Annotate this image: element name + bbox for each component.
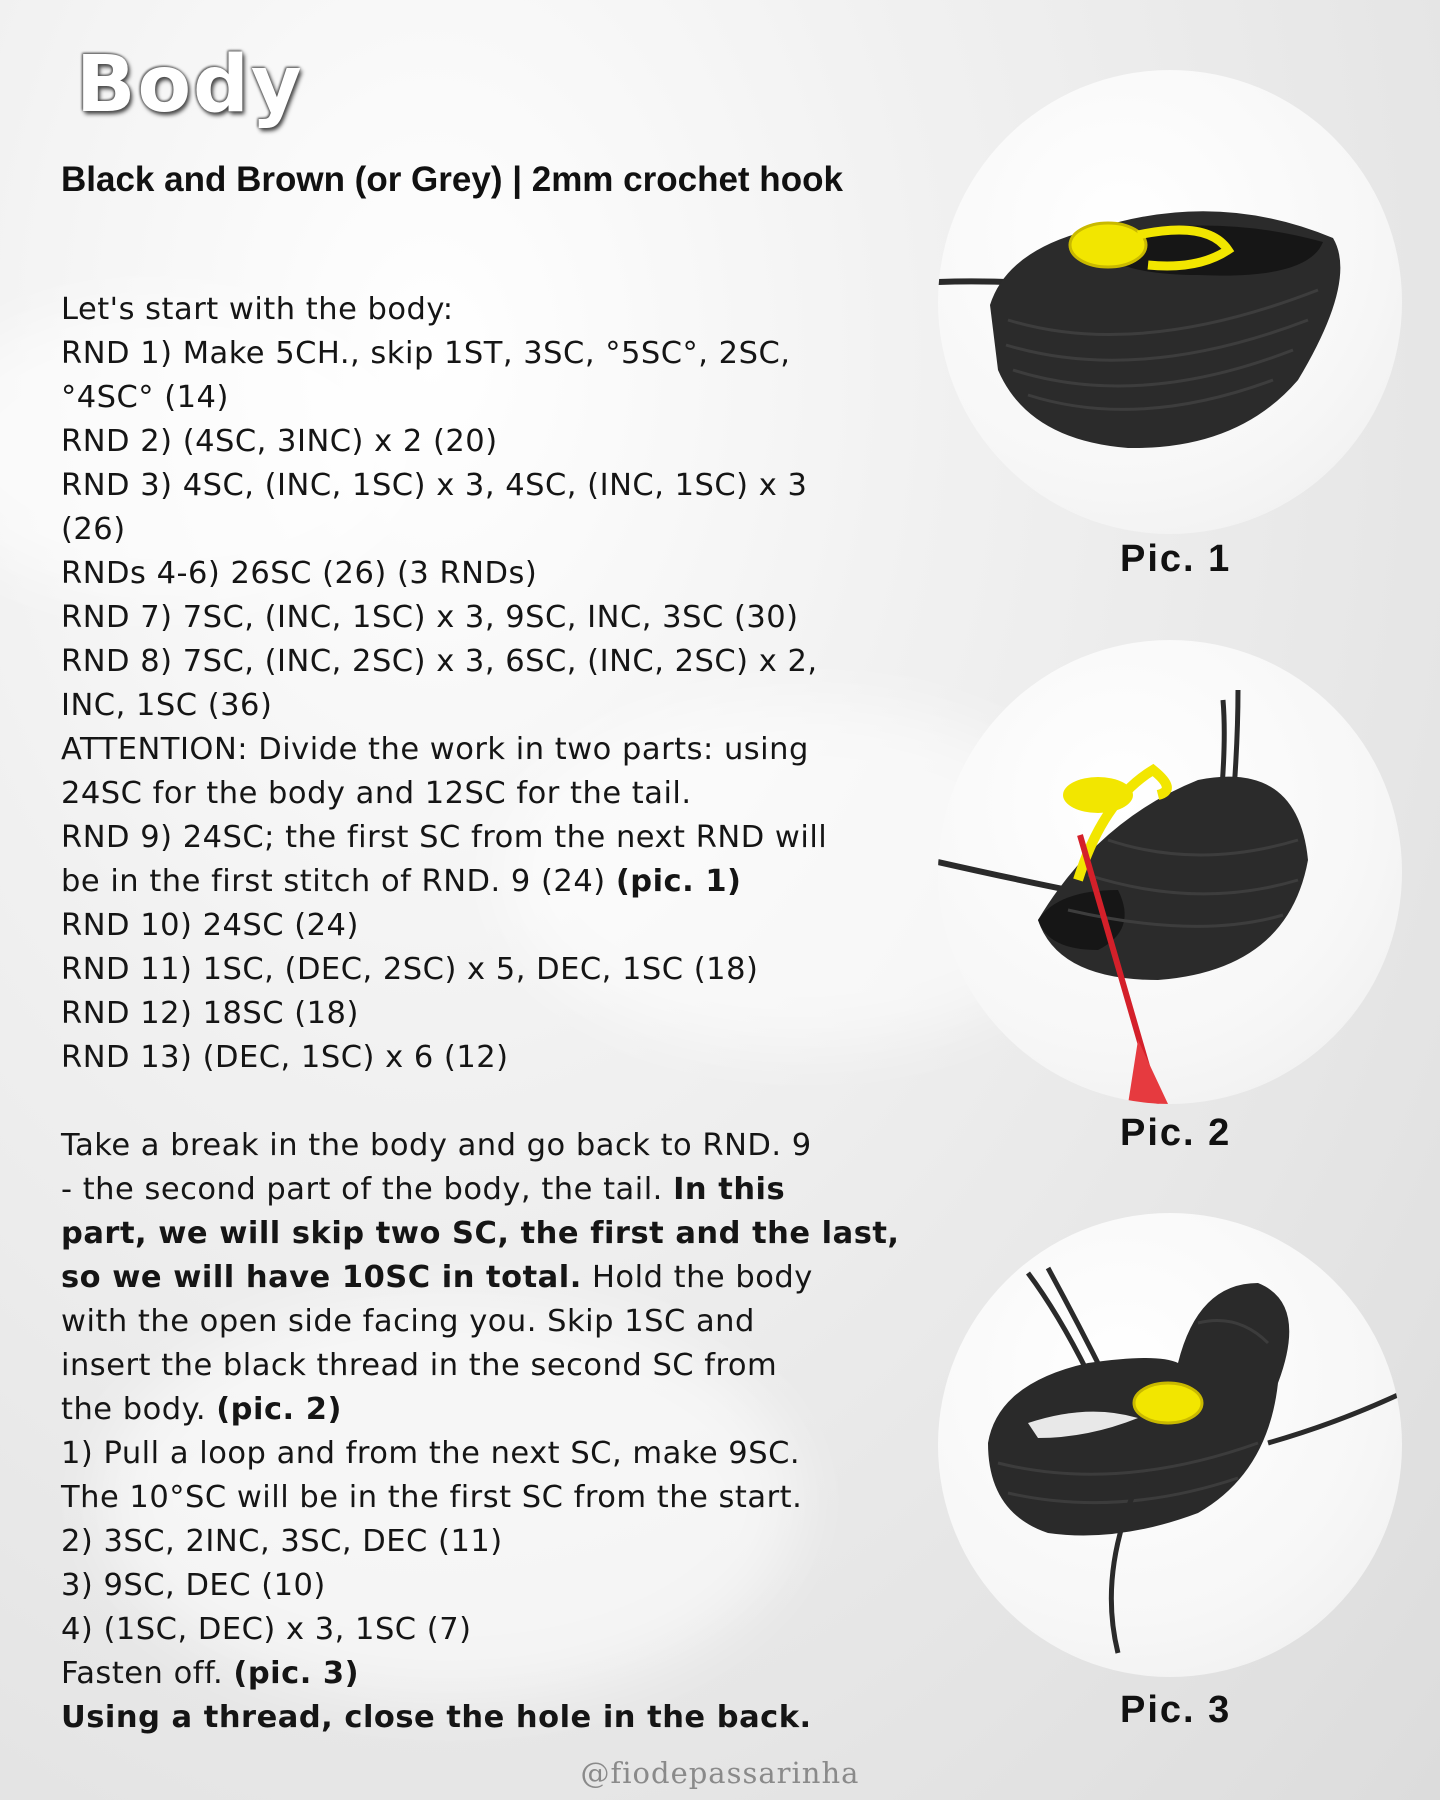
instruction-line: °4SC° (14) [61, 380, 229, 415]
tail-text: the body. [61, 1392, 207, 1427]
tail-line [61, 1388, 911, 1432]
pic-1-label: Pic. 1 [1120, 538, 1232, 580]
crochet-body-hook-image [938, 640, 1402, 1104]
tail-line [61, 1696, 911, 1740]
instruction-line: INC, 1SC (36) [61, 688, 273, 723]
pic-reference: (pic. 3) [233, 1656, 360, 1691]
crochet-body-tail-image [938, 1213, 1402, 1677]
tail-line: 3) 9SC, DEC (10) [61, 1568, 326, 1603]
instruction-line: RND 7) 7SC, (INC, 1SC) x 3, 9SC, INC, 3SC (30) [61, 600, 799, 635]
instructions-block [61, 288, 911, 1080]
instruction-text: be in the first stitch of RND. 9 (24) [61, 864, 606, 899]
tail-text: Fasten off. [61, 1656, 224, 1691]
tail-bold: so we will have 10SC in total. [61, 1260, 582, 1295]
page-title: Body [76, 40, 304, 130]
instruction-line: RND 8) 7SC, (INC, 2SC) x 3, 6SC, (INC, 2SC) x 2, [61, 644, 818, 679]
pic-3-label: Pic. 3 [1120, 1689, 1232, 1731]
tail-bold: part, we will skip two SC, the first and the last, [61, 1216, 900, 1251]
photo-pic-1 [938, 70, 1402, 534]
instruction-line: RND 3) 4SC, (INC, 1SC) x 3, 4SC, (INC, 1SC) x 3 [61, 468, 808, 503]
page-subtitle: Black and Brown (or Grey) | 2mm crochet hook [61, 160, 843, 199]
instruction-line: RND 1) Make 5CH., skip 1ST, 3SC, °5SC°, 2SC, [61, 336, 791, 371]
instruction-line: RND 11) 1SC, (DEC, 2SC) x 5, DEC, 1SC (18) [61, 952, 759, 987]
tail-line: The 10°SC will be in the first SC from the start. [61, 1480, 803, 1515]
tail-bold: In this [673, 1172, 786, 1207]
pic-reference: (pic. 2) [216, 1392, 342, 1427]
tail-line: 1) Pull a loop and from the next SC, make 9SC. [61, 1436, 801, 1471]
tail-line [61, 1652, 911, 1696]
instruction-line: (26) [61, 512, 126, 547]
instruction-line: Let's start with the body: [61, 292, 454, 327]
instruction-line: RND 13) (DEC, 1SC) x 6 (12) [61, 1040, 509, 1075]
instruction-line [61, 860, 911, 904]
tail-block [61, 1124, 911, 1740]
pic-2-label: Pic. 2 [1120, 1112, 1232, 1154]
tail-line [61, 1212, 911, 1256]
photo-pic-3 [938, 1213, 1402, 1677]
author-handle[interactable]: @fiodepassarinha [580, 1756, 860, 1790]
tail-line: 4) (1SC, DEC) x 3, 1SC (7) [61, 1612, 472, 1647]
instruction-line: RND 10) 24SC (24) [61, 908, 359, 943]
tail-line: with the open side facing you. Skip 1SC and [61, 1304, 755, 1339]
instruction-line: RND 9) 24SC; the first SC from the next RND will [61, 820, 828, 855]
instruction-line: 24SC for the body and 12SC for the tail. [61, 776, 692, 811]
tail-text: - the second part of the body, the tail. [61, 1172, 663, 1207]
crochet-body-cup-image [938, 70, 1402, 534]
tail-line: insert the black thread in the second SC from [61, 1348, 778, 1383]
instruction-line: RND 12) 18SC (18) [61, 996, 359, 1031]
tail-line: 2) 3SC, 2INC, 3SC, DEC (11) [61, 1524, 503, 1559]
pic-reference: (pic. 1) [615, 864, 742, 899]
photo-pic-2 [938, 640, 1402, 1104]
tail-line [61, 1168, 911, 1212]
instruction-line: ATTENTION: Divide the work in two parts: using [61, 732, 809, 767]
instruction-line: RND 2) (4SC, 3INC) x 2 (20) [61, 424, 498, 459]
instruction-line: RNDs 4-6) 26SC (26) (3 RNDs) [61, 556, 538, 591]
tail-text: Hold the body [592, 1260, 813, 1295]
tail-line: Take a break in the body and go back to RND. 9 [61, 1128, 812, 1163]
tail-bold: Using a thread, close the hole in the back. [61, 1700, 812, 1735]
tail-line [61, 1256, 911, 1300]
